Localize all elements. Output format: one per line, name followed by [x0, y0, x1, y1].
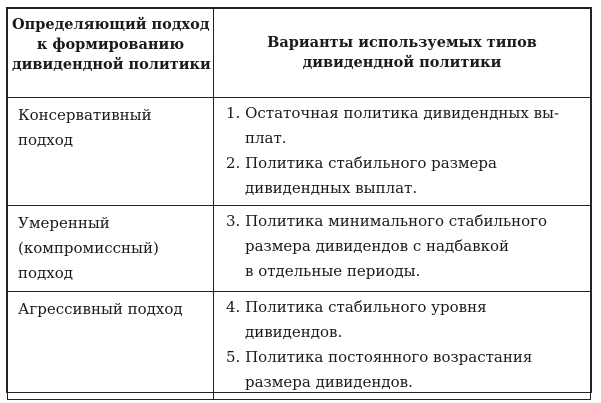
item-line: размера дивидендов.: [245, 373, 413, 391]
item-line: Политика постоянного возрастания: [245, 348, 533, 366]
item-number: 1.: [226, 104, 241, 122]
table-row: [8, 206, 591, 292]
approach-line: Агрессивный подход: [18, 300, 183, 318]
policy-types-cell: [214, 98, 591, 206]
item-line: плат.: [245, 129, 287, 147]
header-policy-types: [214, 9, 591, 98]
table: [7, 8, 591, 400]
policy-item: [226, 209, 586, 284]
header-policy-line: дивидендной политики: [302, 54, 502, 71]
header-approach-line: дивидендной политики: [12, 56, 211, 73]
item-number: 3.: [226, 212, 241, 230]
dividend-policy-table: [6, 7, 592, 393]
item-line: дивидендов.: [245, 323, 343, 341]
policy-types-cell: [214, 292, 591, 400]
item-line: Политика стабильного уровня: [245, 298, 487, 316]
item-number: 4.: [226, 298, 241, 316]
policy-item: [226, 151, 586, 201]
header-approach-line: к формированию: [36, 36, 185, 53]
approach-line: Консервативный: [18, 106, 152, 124]
item-line: размера дивидендов с надбавкой: [245, 237, 510, 255]
policy-item: [226, 295, 586, 345]
item-line: дивидендных выплат.: [245, 179, 418, 197]
table-row: [8, 98, 591, 206]
item-line: Политика стабильного размера: [245, 154, 497, 172]
policy-item: [226, 345, 586, 395]
table-header-row: [8, 9, 591, 98]
item-line: в отдельные периоды.: [245, 262, 421, 280]
approach-line: Умеренный: [18, 214, 110, 232]
header-approach-line: Определяющий подход: [12, 16, 210, 33]
approach-cell: [8, 98, 214, 206]
header-policy-line: Варианты используемых типов: [267, 34, 537, 51]
item-number: 5.: [226, 348, 241, 366]
approach-line: (компромиссный): [18, 239, 159, 257]
approach-cell: [8, 206, 214, 292]
approach-line: подход: [18, 264, 73, 282]
item-line: Политика минимального стабильного: [245, 212, 548, 230]
approach-line: подход: [18, 131, 73, 149]
header-approach: [8, 9, 214, 98]
policy-item: [226, 101, 586, 151]
item-line: Остаточная политика дивидендных вы-: [245, 104, 560, 122]
approach-cell: [8, 292, 214, 400]
policy-types-cell: [214, 206, 591, 292]
table-row: [8, 292, 591, 400]
item-number: 2.: [226, 154, 241, 172]
